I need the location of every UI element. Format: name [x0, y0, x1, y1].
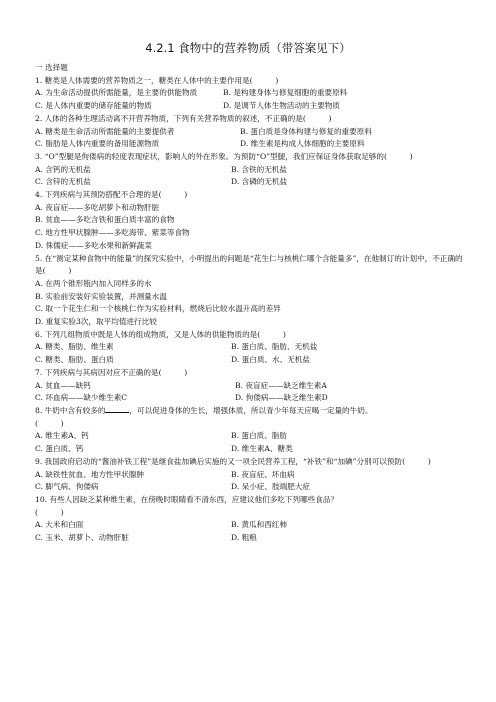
option-b: B. 黄瓜和西红柿 [231, 520, 287, 530]
question-2-options-row-1 [35, 126, 470, 139]
question-5: 5. 在“测定某种食物中的能量”的探究实验中，小明提出的问题是“花生仁与核桃仁哪个含能量多”，在他制订的计划中，不正确的是( ) [35, 253, 463, 276]
option-c: C. 是人体内重要的储存能量的物质 [35, 101, 152, 111]
option-b: B. 实验前安装好实验装置，并测量水温 [35, 291, 167, 301]
question-9-options-row-1 [35, 469, 470, 482]
question-content [35, 62, 470, 545]
option-c: C. 糖类、脂肪、蛋白质 [35, 355, 114, 365]
option-a: A. 缺铁性贫血、地方性甲状腺肿 [35, 469, 145, 479]
option-d: D. 维生素是构成人体细胞的主要原料 [240, 139, 365, 149]
option-a: A. 在两个锥形瓶内加入同样多的水 [35, 278, 152, 288]
option-c: C. 玉米、胡萝卜、动物肝脏 [35, 533, 129, 543]
question-8 [35, 405, 470, 418]
option-d: D. 是调节人体生物活动的主要物质 [223, 101, 340, 111]
option-c: C. 含锌的无机盐 [35, 177, 91, 187]
option-c: C. 取一个花生仁和一个核桃仁作为实验材料，燃烧后比较水温升高的差异 [35, 304, 281, 314]
option-d: D. 粗粮 [231, 533, 257, 543]
option-b: B. 夜盲症——缺乏维生素A [235, 380, 327, 390]
option-a: A. 贫血——缺钙 [35, 380, 91, 390]
option-b: B. 蛋白质、脂肪、无机盐 [231, 342, 318, 352]
option-c: C. 蛋白质、钙 [35, 444, 84, 454]
option-b: B. 是构建身体与修复细胞的重要原料 [223, 88, 348, 98]
option-b: B. 蛋白质是身体构建与修复的重要原料 [240, 126, 372, 136]
section-heading: 一 选择题 [35, 63, 68, 72]
question-10: 10. 有些人因缺乏某种维生素，在傍晚时眼睛看不清东西，应建议他们多吃下列哪些食品？ [35, 494, 339, 504]
question-8-suffix: ，可以促进身体的生长，增强体质，所以青少年每天应喝一定量的牛奶。 [129, 405, 373, 415]
question-4: 4. 下列疾病与其预防搭配不合理的是( ) [35, 190, 188, 200]
question-3-options-row-2 [35, 176, 470, 189]
question-1-options-row-2 [35, 100, 470, 113]
option-b: B. 夜盲症、坏血病 [231, 469, 295, 479]
option-d: D. 蛋白质、水、无机盐 [231, 355, 310, 365]
question-9-options-row-2 [35, 481, 470, 494]
option-d: D. 含磷的无机盐 [231, 177, 288, 187]
question-2-options-row-2 [35, 138, 470, 151]
option-b: B. 含铁的无机盐 [231, 164, 287, 174]
answer-blank [105, 405, 129, 413]
question-3-options-row-1 [35, 164, 470, 177]
question-8-answer-parens: ( ) [35, 418, 64, 428]
question-2: 2. 人体的各种生理活动离不开营养物质，下列有关营养物质的叙述，不正确的是( ) [35, 113, 332, 123]
option-a: A. 夜盲症——多吃胡萝卜和动物肝脏 [35, 202, 160, 212]
option-a: A. 为生命活动提供所需能量，是主要的供能物质 [35, 88, 198, 98]
question-1-options-row-1 [35, 87, 470, 100]
page-title: 4.2.1 食物中的营养物质（带答案见下） [145, 41, 351, 55]
option-a: A. 糖类是生命活动所需能量的主要提供者 [35, 126, 175, 136]
question-8-options-row-1 [35, 430, 470, 443]
option-c: C. 地方性甲状腺肿——多吃海带、紫菜等食物 [35, 228, 190, 238]
question-3: 3. “O”型腿是佝偻病的轻度表现症状，影响人的外在形象。为预防“O”型腿，我们应保证身体获取足够的( ) [35, 151, 413, 161]
question-6-options-row-2 [35, 354, 470, 367]
option-a: A. 大米和白面 [35, 520, 84, 530]
option-a: A. 含钙的无机盐 [35, 164, 91, 174]
option-b: B. 蛋白质、脂肪 [231, 431, 287, 441]
option-c: C. 脂肪是人体内重要的备用能源物质 [35, 139, 160, 149]
option-d: D. 维生素A、糖类 [231, 444, 293, 454]
question-6-options-row-1 [35, 341, 470, 354]
option-a: A. 维生素A、钙 [35, 431, 89, 441]
question-6: 6. 下列几组物质中既是人体的组成物质，又是人体的供能物质的是( ) [35, 329, 286, 339]
question-7: 7. 下列疾病与其病因对应不正确的是( ) [35, 367, 188, 377]
question-10-options-row-2 [35, 532, 470, 545]
option-c: C. 脚气病、佝偻病 [35, 482, 99, 492]
question-7-options-row-1 [35, 380, 470, 393]
question-10-options-row-1 [35, 519, 470, 532]
option-d: D. 重复实验3次，取平均值进行比较 [35, 317, 157, 327]
option-d: D. 佝偻病——缺乏维生素D [235, 393, 328, 403]
option-d: D. 呆小症、肢端肥大症 [231, 482, 310, 492]
option-b: B. 贫血——多吃含铁和蛋白质丰富的食物 [35, 215, 175, 225]
question-1: 1. 糖类是人体需要的营养物质之一，糖类在人体中的主要作用是( ) [35, 75, 279, 85]
question-9: 9. 我国政府启动的“酱油补铁工程”是继食盐加碘后实施的又一项全民营养工程，“补铁”和“加碘”分别可以预防( ) [35, 456, 431, 466]
question-8-prefix: 8. 牛奶中含有较多的 [35, 405, 106, 415]
question-8-options-row-2 [35, 443, 470, 456]
option-d: D. 侏儒症——多吃水果和新鲜蔬菜 [35, 240, 152, 250]
option-a: A. 糖类、脂肪、维生素 [35, 342, 114, 352]
question-10-answer-parens: ( ) [35, 507, 64, 517]
option-c: C. 坏血病——缺少维生素C [35, 393, 128, 403]
question-7-options-row-2 [35, 392, 470, 405]
